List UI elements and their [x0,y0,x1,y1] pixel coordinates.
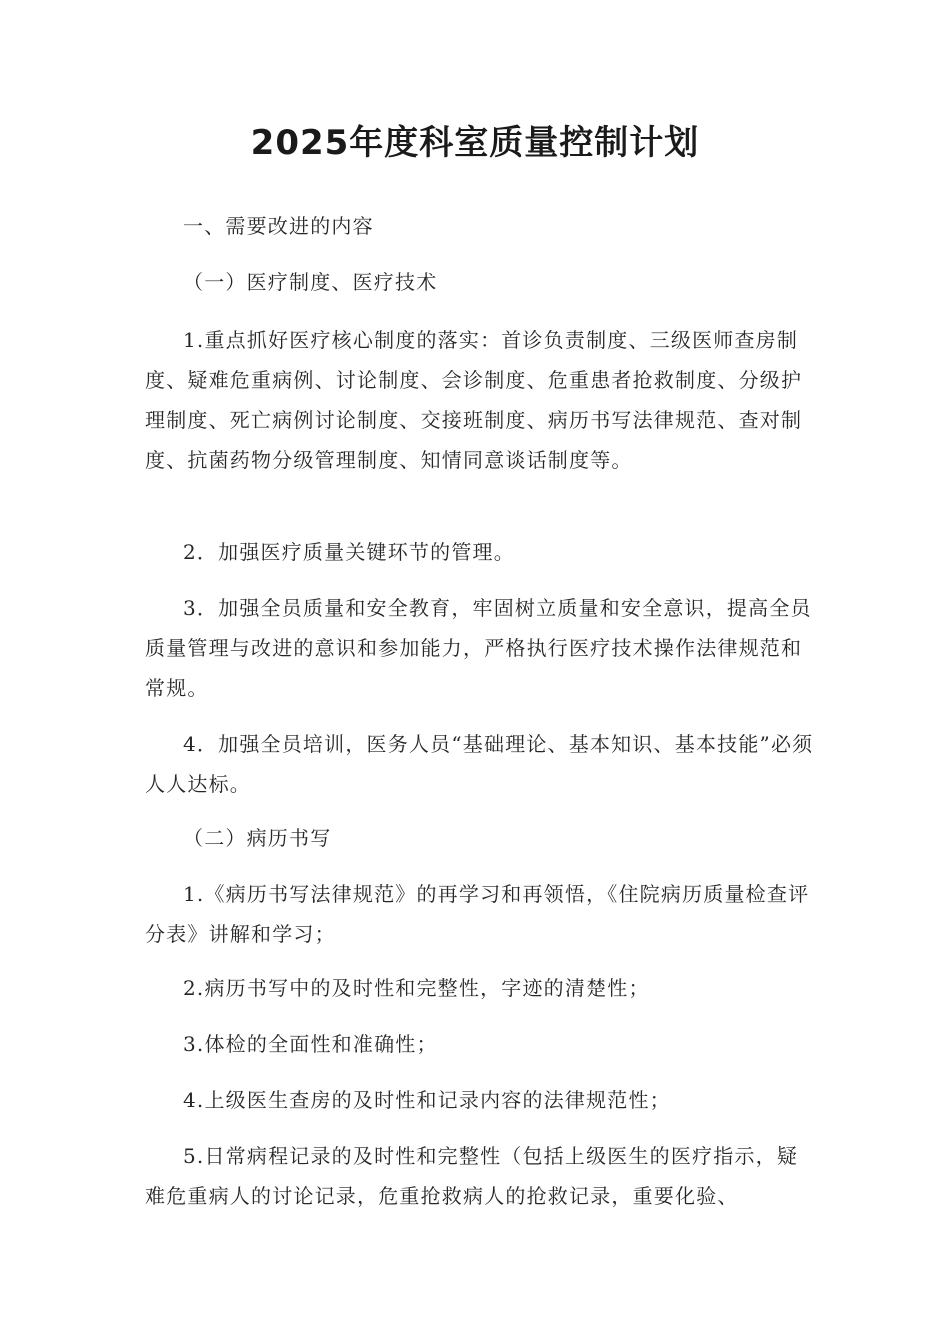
paragraph-core-systems: 1.重点抓好医疗核心制度的落实：首诊负责制度、三级医师查房制度、疑难危重病例、讨论制度、会诊制度、危重患者抢救制度、分级护理制度、死亡病例讨论制度、交接班制度、病历书写法律规范、查对制度、抗菌药物分级管理制度、知情同意谈话制度等。 [145,328,803,472]
paragraph-exam-accuracy: 3.体检的全面性和准确性； [183,1032,438,1056]
paragraph-record-timeliness: 2.病历书写中的及时性和完整性，字迹的清楚性； [183,976,650,1000]
paragraph-safety-education: 3．加强全员质量和安全教育，牢固树立质量和安全意识，提高全员质量管理与改进的意识和参加能力，严格执行医疗技术操作法律规范和常规。 [145,596,812,700]
subsection-heading-2: （二）病历书写 [183,826,332,850]
paragraph-ward-rounds: 4.上级医生查房的及时性和记录内容的法律规范性； [183,1088,671,1112]
paragraph-progress-notes: 5.日常病程记录的及时性和完整性（包括上级医生的医疗指示，疑难危重病人的讨论记录，危重抢救病人的抢救记录，重要化验、 [145,1144,799,1208]
paragraph-record-standards: 1.《病历书写法律规范》的再学习和再领悟，《住院病历质量检查评分表》讲解和学习； [145,882,810,946]
section-heading-1: 一、需要改进的内容 [183,214,374,238]
paragraph-staff-training: 4．加强全员培训，医务人员“基础理论、基本知识、基本技能”必须人人达标。 [145,732,814,796]
paragraph-key-links: 2．加强医疗质量关键环节的管理。 [183,540,515,564]
subsection-heading-1: （一）医疗制度、医疗技术 [183,270,438,294]
document-title: 2025年度科室质量控制计划 [250,123,700,163]
